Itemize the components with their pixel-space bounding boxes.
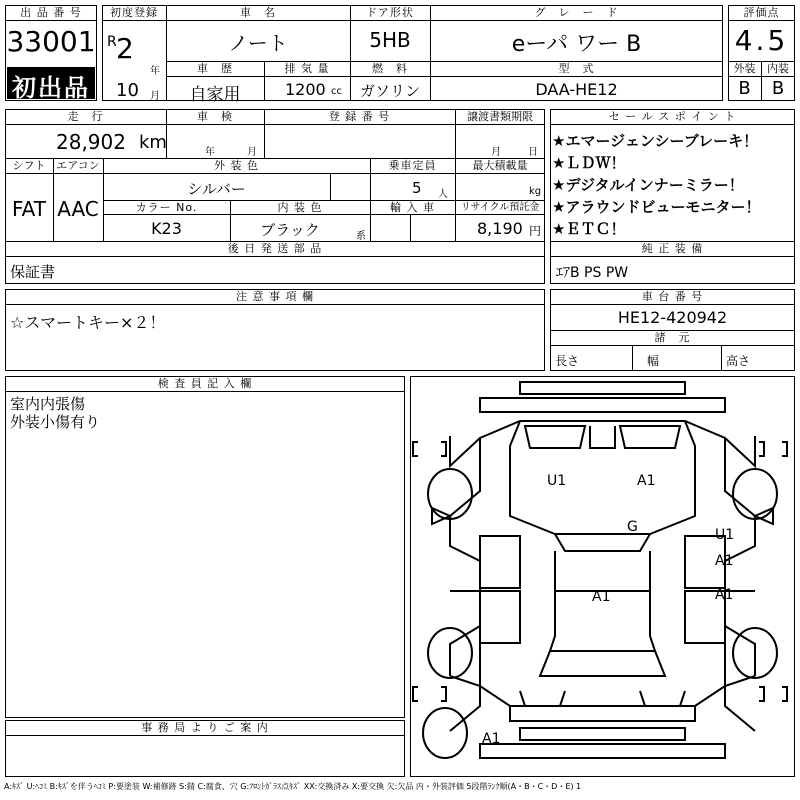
mileage-label: 走 行	[67, 110, 104, 123]
kg-unit: kg	[529, 186, 542, 197]
km-unit: km	[139, 132, 167, 153]
sales-points-label: セ ー ル ス ポ イ ン ト	[608, 110, 737, 123]
transfer-day-unit: 日	[528, 147, 538, 158]
office-label: 事 務 局 よ り ご 案 内	[141, 721, 269, 734]
chassis-no-value: HE12-420942	[617, 308, 728, 327]
model-value: DAA-HE12	[535, 80, 618, 99]
legend: A:ｷｽﾞ U:ﾍｺﾐ B:ｷｽﾞを伴うﾍｺﾐ P:要塗装 W:補修跡 S:錆 C:腐食、穴 G:ﾌﾛﾝﾄｶﾞﾗｽ点ｷｽﾞ XX:交換済み X:要交換 欠:欠品 内・外装評価 5段階ﾗﾝｸ順(A・B・C・D・E) 1	[4, 782, 582, 791]
height-label: 高さ	[726, 354, 751, 368]
damage-mark-rear: A1	[482, 731, 501, 747]
displacement-label: 排 気 量	[284, 62, 330, 75]
aircon-value: AAC	[57, 197, 99, 221]
displacement-value: 1200	[285, 80, 326, 99]
reg-no-label: 登 録 番 号	[328, 110, 391, 123]
car-name-label: 車 名	[240, 6, 276, 19]
transfer-label: 譲渡書類期限	[467, 110, 533, 123]
exterior-grade-label: 外装	[733, 62, 756, 75]
notes-value: ☆スマートキー×２！	[10, 313, 166, 332]
sales-point-4: ★アラウンドビューモニター！	[552, 198, 761, 216]
interior-grade-label: 内装	[767, 62, 789, 75]
sales-point-3: ★デジタルインナーミラー！	[552, 176, 744, 194]
shift-label: シフト	[12, 159, 46, 172]
color-no-label: カラー No.	[135, 201, 198, 214]
mileage-value: 28,902	[56, 130, 126, 154]
int-color-label: 内 装 色	[277, 201, 323, 214]
genuine-equip-value: ｴｱB PS PW	[556, 265, 629, 281]
model-label: 型 式	[558, 62, 595, 75]
specs-label: 諸 元	[654, 331, 691, 344]
history-value: 自家用	[189, 85, 241, 105]
cc-unit: cc	[331, 86, 342, 97]
aircon-label: エアコン	[56, 159, 100, 172]
inspector-note-1: 室内内張傷	[10, 395, 86, 413]
fuel-label: 燃 料	[372, 62, 408, 75]
lot-number-value: 33001	[6, 25, 96, 58]
max-load-label: 最大積載量	[472, 159, 528, 172]
capacity-value: 5	[412, 179, 422, 197]
inspector-label: 検 査 員 記 入 欄	[157, 377, 253, 390]
inspection-month-unit: 月	[247, 147, 257, 158]
ext-color-value: シルバー	[187, 180, 246, 198]
score-value: 4.5	[734, 24, 789, 57]
inspection-year-unit: 年	[205, 147, 215, 158]
first-listing-text: 初出品	[12, 74, 90, 102]
reg-month-value: 10	[116, 80, 139, 101]
inspection-label: 車 検	[197, 110, 233, 123]
year-unit: 年	[150, 66, 160, 77]
damage-mark-front-left: U1	[547, 473, 567, 489]
transfer-month-unit: 月	[491, 147, 501, 158]
capacity-label: 乗車定員	[388, 159, 437, 172]
sales-point-2: ★ＬＤＷ！	[552, 154, 626, 172]
grade-value: eーパ ワー B	[511, 32, 642, 57]
genuine-equip-label: 純 正 装 備	[641, 242, 704, 255]
chassis-no-label: 車 台 番 号	[641, 290, 704, 303]
door-value: 5HB	[369, 28, 411, 52]
grade-label: グ レ ー ド	[534, 6, 619, 19]
import-label: 輸 入 車	[390, 201, 435, 214]
length-label: 長さ	[555, 354, 580, 368]
inspector-note-2: 外装小傷有り	[10, 413, 101, 431]
width-label: 幅	[647, 354, 660, 368]
recycle-label: リサイクル預託金	[460, 202, 540, 213]
ext-color-label: 外 装 色	[214, 159, 259, 172]
exterior-grade-value: B	[738, 78, 751, 99]
sales-point-5: ★ＥＴＣ！	[552, 220, 626, 238]
era-value: R	[107, 34, 117, 50]
damage-mark-roof: A1	[592, 589, 611, 605]
lot-number-label: 出 品 番 号	[20, 6, 82, 19]
month-unit: 月	[150, 91, 160, 102]
damage-mark-right-front-door-2: A1	[715, 553, 734, 569]
damage-mark-windshield: G	[627, 519, 638, 535]
notes-label: 注 意 事 項 欄	[236, 290, 314, 303]
yen-unit: 円	[529, 224, 542, 238]
color-suffix: 系	[356, 231, 366, 242]
car-diagram	[410, 376, 795, 777]
recycle-value: 8,190	[477, 219, 523, 238]
fuel-value: ガソリン	[359, 82, 420, 100]
reg-year-value: 2	[116, 32, 134, 65]
door-label: ドア形状	[366, 6, 414, 19]
damage-mark-right-rear-door: A1	[715, 587, 734, 603]
later-parts-value: 保証書	[10, 263, 56, 281]
int-color-value: ブラック	[260, 221, 320, 239]
color-no-value: K23	[151, 219, 182, 238]
score-label: 評価点	[743, 6, 780, 19]
persons-unit: 人	[438, 189, 448, 200]
first-reg-label: 初度登録	[110, 6, 158, 19]
later-parts-label: 後 日 発 送 部 品	[227, 242, 323, 255]
damage-mark-front-right: A1	[637, 473, 656, 489]
history-label: 車 歴	[197, 62, 233, 75]
interior-grade-value: B	[771, 78, 785, 99]
damage-mark-right-front-door-1: U1	[715, 527, 735, 543]
sales-point-1: ★エマージェンシーブレーキ！	[552, 132, 759, 150]
car-name-value: ノート	[228, 31, 288, 55]
shift-value: FAT	[11, 197, 46, 221]
